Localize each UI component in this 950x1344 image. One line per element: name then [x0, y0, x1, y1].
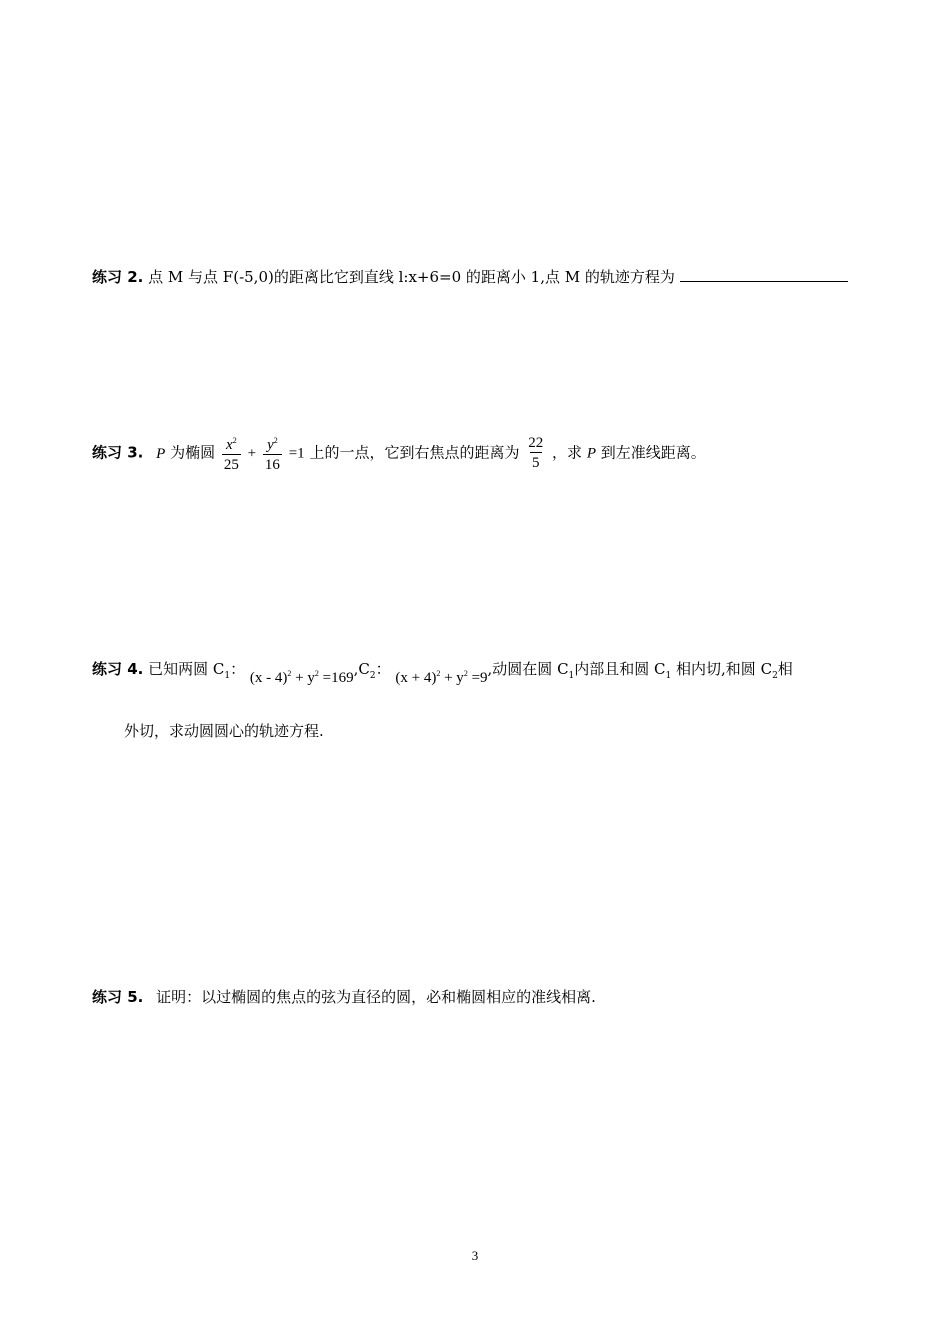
- exercise-4-text-4: 内部且和圆 C: [574, 660, 666, 678]
- exercise-5-label: 练习 5.: [92, 988, 144, 1006]
- exercise-4-text-3: ,动圆在圆 C: [487, 660, 569, 678]
- eq-part: (x - 4): [249, 670, 288, 686]
- exercise-3-text-4: 到左准线距离。: [600, 443, 706, 462]
- subscript: 1: [665, 671, 672, 681]
- exercise-2: [92, 266, 848, 287]
- fraction-x2-25: [222, 432, 241, 475]
- eq-part: =9: [467, 670, 488, 686]
- point-p-2: P: [586, 445, 596, 462]
- eq-exp: 2: [287, 669, 292, 678]
- exercise-4-line-2: 外切，求动圆圆心的轨迹方程.: [124, 722, 324, 740]
- exercise-5-text: 证明：以过椭圆的焦点的弦为直径的圆，必和椭圆相应的准线相离.: [156, 988, 596, 1006]
- frac-exp: 2: [273, 436, 278, 445]
- plus-sign: +: [247, 445, 257, 462]
- exercise-4-text-2: ,C: [353, 660, 370, 678]
- eq-part: + y: [440, 670, 464, 686]
- exercise-4-text-5: 相内切,和圆 C: [671, 660, 773, 678]
- frac-exp: 2: [232, 436, 237, 445]
- fraction-22-5: [526, 434, 545, 473]
- exercise-2-text: 点 M 与点 F(-5,0)的距离比它到直线 l:x+6=0 的距离小 1,点 M 的轨迹方程为: [148, 268, 675, 286]
- subscript: 1: [568, 671, 575, 681]
- page-number: 3: [471, 1248, 479, 1263]
- frac-den-16: 16: [263, 454, 282, 475]
- eq-part: (x + 4): [395, 670, 437, 686]
- exercise-5: [92, 986, 596, 1007]
- subscript: 2: [369, 671, 376, 681]
- subscript: 2: [772, 671, 778, 681]
- frac-num-y: y: [267, 437, 274, 453]
- exercise-3-text-3: ，求: [552, 443, 583, 462]
- frac-den-5: 5: [530, 452, 542, 473]
- eq-part: =169: [318, 670, 354, 686]
- exercise-4: [92, 658, 793, 687]
- subscript: 1: [224, 671, 231, 681]
- eq-part: + y: [291, 670, 315, 686]
- exercise-3: [92, 432, 706, 475]
- equals-one: =1: [288, 445, 305, 462]
- circle-c2-equation: [395, 669, 487, 687]
- eq-exp: 2: [314, 669, 319, 678]
- circle-c1-equation: [250, 669, 354, 687]
- answer-blank: [680, 267, 848, 282]
- exercise-3-label: 练习 3.: [92, 443, 144, 462]
- exercise-3-text-2: 上的一点，它到右焦点的距离为: [309, 443, 520, 462]
- colon: ：: [375, 660, 391, 678]
- frac-num-x: x: [226, 437, 233, 453]
- point-p: P: [156, 445, 166, 462]
- exercise-4-text-1: 已知两圆 C: [148, 660, 225, 678]
- frac-num-22: 22: [528, 435, 544, 451]
- exercise-3-text-1: 为椭圆: [170, 443, 216, 462]
- exercise-2-label: 练习 2.: [92, 268, 144, 286]
- frac-den-25: 25: [222, 454, 241, 475]
- exercise-4-label: 练习 4.: [92, 660, 144, 678]
- exercise-4-text-6: 相: [777, 660, 793, 678]
- eq-exp: 2: [436, 669, 441, 678]
- colon: ：: [230, 660, 246, 678]
- eq-exp: 2: [463, 669, 468, 678]
- fraction-y2-16: [263, 432, 282, 475]
